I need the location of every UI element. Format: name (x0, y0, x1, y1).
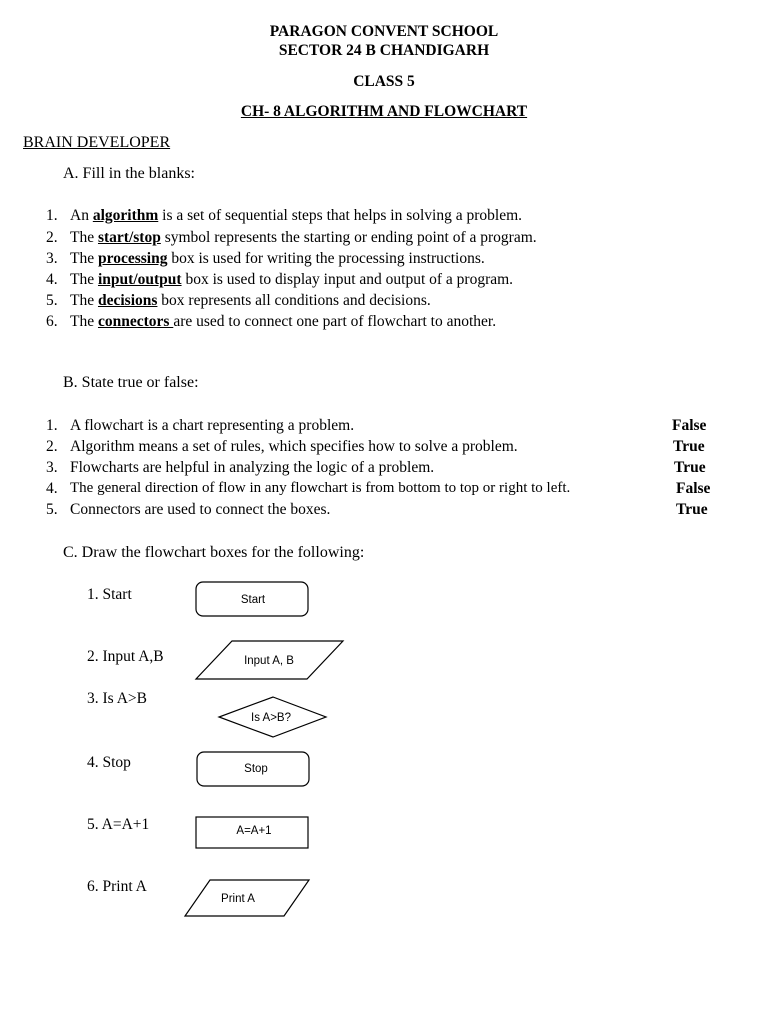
item-number: 3. (46, 459, 58, 476)
shape-label: Stop (244, 763, 268, 776)
item-text: Algorithm means a set of rules, which specifies how to solve a problem. (70, 438, 518, 455)
class-title: CLASS 5 (353, 73, 415, 90)
item-text: The (70, 229, 98, 246)
item-text: The (70, 292, 98, 309)
shape-label: Is A>B? (251, 712, 291, 725)
item-text: box represents all conditions and decisions. (157, 292, 431, 309)
item-text: The (70, 313, 98, 330)
item-number: 5. (87, 816, 99, 833)
item-number: 1. (46, 207, 58, 224)
shape-label: Input A, B (244, 655, 294, 668)
item-number: 6. (87, 878, 99, 895)
shape-label: A=A+1 (236, 825, 272, 838)
answer: True (674, 459, 706, 476)
answer: algorithm (92, 207, 159, 224)
answer: False (672, 417, 707, 434)
brain-developer-heading: BRAIN DEVELOPER (23, 134, 171, 151)
item-text: Print A (102, 878, 147, 895)
item-text: Is A>B (102, 690, 147, 707)
item-text: Connectors are used to connect the boxes. (70, 501, 331, 518)
answer: input/output (97, 271, 182, 288)
section-b-title: B. State true or false: (63, 374, 199, 391)
item-number: 2. (87, 648, 99, 665)
answer: decisions (97, 292, 158, 309)
item-text: The (70, 250, 98, 267)
item-number: 6. (46, 313, 58, 330)
answer: False (676, 480, 711, 497)
item-number: 1. (46, 417, 58, 434)
shape-label: Start (240, 594, 266, 607)
item-text: A flowchart is a chart representing a problem. (70, 417, 355, 434)
item-text: The general direction of flow in any flowchart is from bottom to top or right to left. (70, 480, 571, 496)
item-number: 1. (87, 586, 99, 603)
item-number: 5. (46, 292, 58, 309)
school-name: PARAGON CONVENT SCHOOL (269, 23, 499, 40)
item-number: 4. (87, 754, 99, 771)
answer: start/stop (97, 229, 161, 246)
item-text: Input A,B (102, 648, 164, 665)
section-a-title: A. Fill in the blanks: (63, 165, 195, 182)
answer: True (673, 438, 705, 455)
item-text: Start (102, 586, 132, 603)
item-number: 3. (46, 250, 58, 267)
item-number: 2. (46, 229, 58, 246)
item-text: A=A+1 (101, 816, 150, 833)
item-number: 5. (46, 501, 58, 518)
item-text: Flowcharts are helpful in analyzing the logic of a problem. (70, 459, 435, 476)
item-text: The (70, 271, 98, 288)
answer: True (676, 501, 708, 518)
item-number: 4. (46, 271, 58, 288)
item-number: 3. (87, 690, 99, 707)
shape-label: Print A (221, 893, 255, 906)
item-text: are used to connect one part of flowchart to another. (173, 313, 497, 330)
chapter-title: CH- 8 ALGORITHM AND FLOWCHART (240, 103, 528, 120)
item-text: box is used for writing the processing instructions. (167, 250, 485, 267)
item-text: An (70, 207, 93, 224)
item-text: box is used to display input and output of a program. (181, 271, 514, 288)
item-number: 4. (46, 480, 58, 497)
answer: processing (97, 250, 168, 267)
answer: connectors (97, 313, 174, 330)
section-c-title: C. Draw the flowchart boxes for the following: (63, 544, 365, 561)
school-address: SECTOR 24 B CHANDIGARH (278, 42, 490, 59)
item-text: symbol represents the starting or ending point of a program. (160, 229, 537, 246)
item-text: Stop (102, 754, 131, 771)
item-text: is a set of sequential steps that helps in solving a problem. (158, 207, 523, 224)
item-number: 2. (46, 438, 58, 455)
